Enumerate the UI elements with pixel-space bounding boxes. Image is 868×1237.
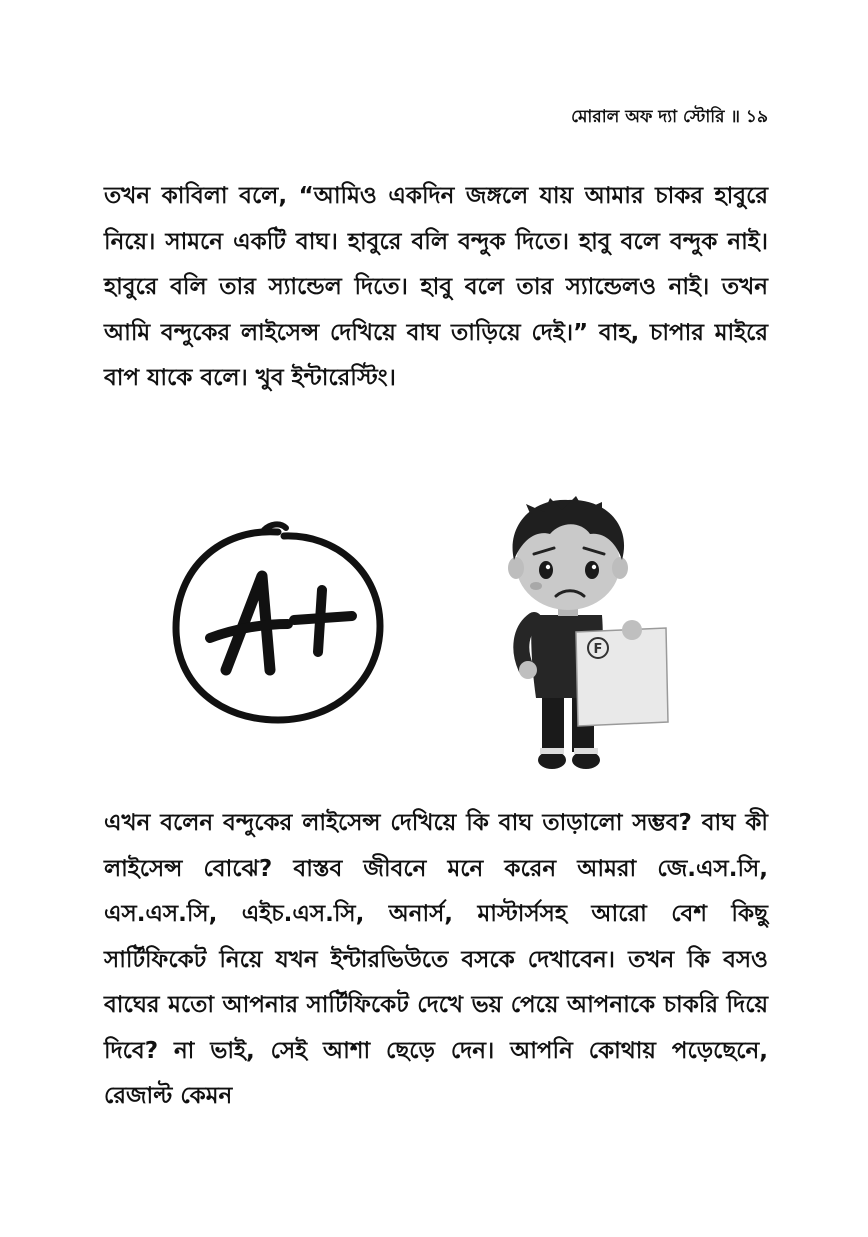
a-plus-circle-icon (166, 520, 390, 730)
sad-boy-with-failed-paper-illustration (492, 490, 672, 780)
sad-boy-icon (492, 490, 672, 780)
paper-grade-label: F (593, 642, 603, 657)
paragraph-first: তখন কাবিলা বলে, “আমিও একদিন জঙ্গলে যায় আমার চাকর হাবুরে নিয়ে। সামনে একটি বাঘ। হাবুরে বলি বন্দুক দিতে। হাবু বলে বন্দুক নাই। হাবুরে বলি তার স্যান্ডেল দিতে। হাবু বলে তার স্যান্ডেলও নাই। তখন আমি বন্দুকের লাইসেন্স দেখিয়ে বাঘ তাড়িয়ে দেই।” বাহ, চাপার মাইরে বাপ যাকে বলে। খুব ইন্টারেস্টিং। (104, 183, 768, 391)
running-header: মোরাল অফ দ্যা স্টোরি ॥ ১৯ (571, 107, 768, 127)
a-plus-grade-illustration (166, 520, 390, 730)
paragraph-second: এখন বলেন বন্দুকের লাইসেন্স দেখিয়ে কি বাঘ তাড়ালো সম্ভব? বাঘ কী লাইসেন্স বোঝে? বাস্তব জীবনে মনে করেন আমরা জে.এস.সি, এস.এস.সি, এইচ.এস.সি, অনার্স, মাস্টার্সসহ আরো বেশ কিছু সার্টিফিকেট নিয়ে যখন ইন্টারভিউতে বসকে দেখাবেন। তখন কি বসও বাঘের মতো আপনার সার্টিফিকেট দেখে ভয় পেয়ে আপনাকে চাকরি দিয়ে দিবে? না ভাই, সেই আশা ছেড়ে দেন। আপনি কোথায় পড়েছেনে, রেজাল্ট কেমন (104, 810, 768, 1109)
